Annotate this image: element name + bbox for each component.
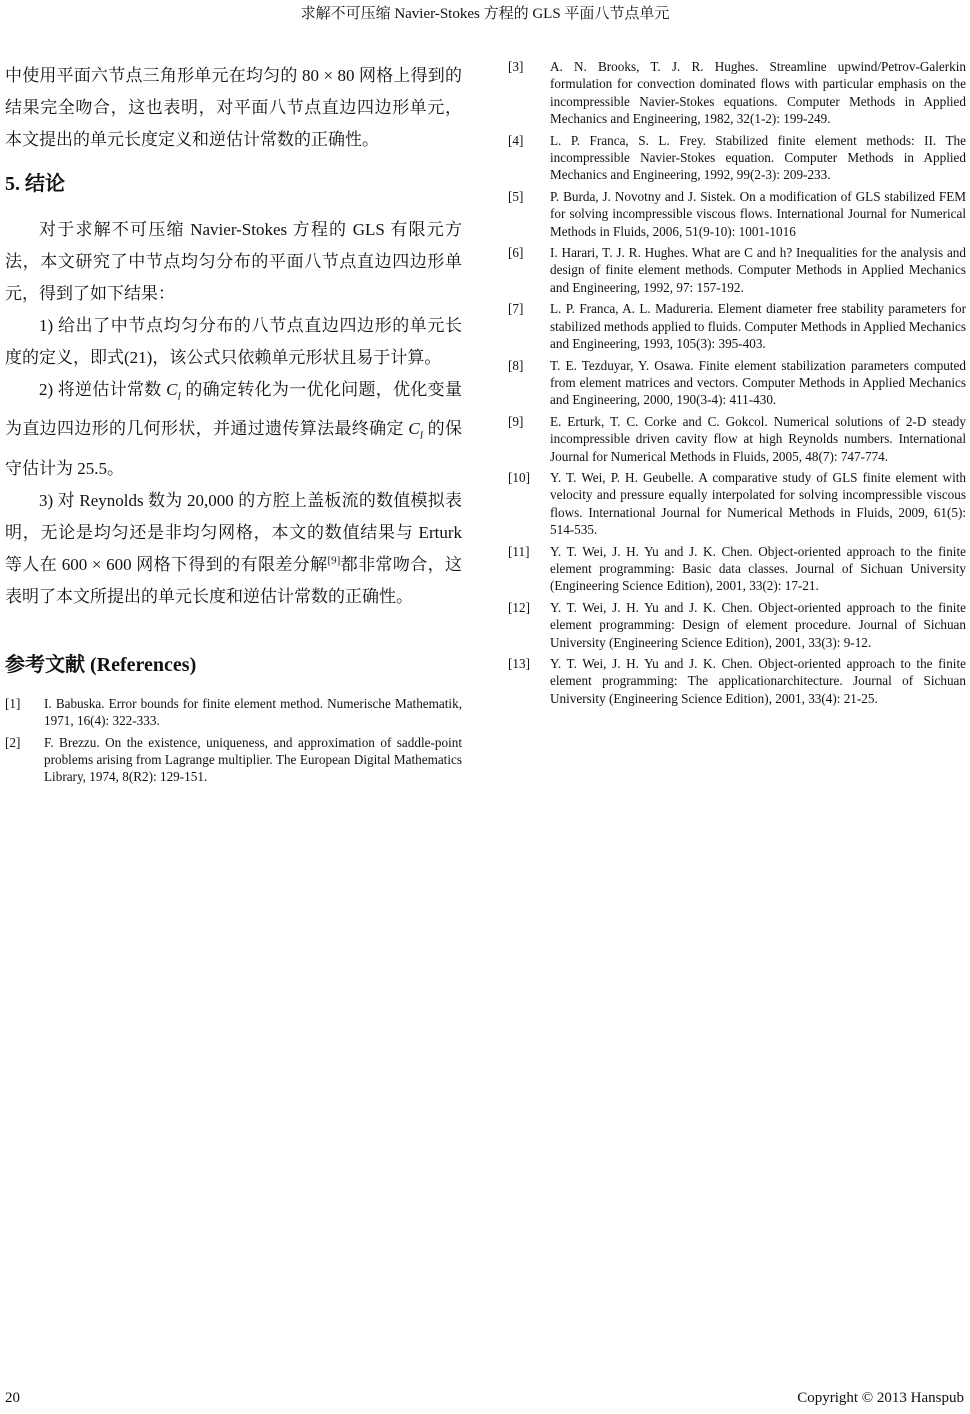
- reference-item: [5, 734, 462, 786]
- reference-item: [508, 188, 966, 240]
- reference-number: [5]: [508, 188, 524, 204]
- reference-item: [508, 58, 966, 128]
- left-column: [5, 60, 462, 790]
- ci-symbol: [408, 419, 424, 442]
- reference-text: Y. T. Wei, J. H. Yu and J. K. Chen. Object-oriented approach to the finite element programming: The applicationarchitecture. Journal of Sichuan University (Engineering Science Edition), 2001, 33(4): 21-25.: [550, 656, 966, 706]
- item2-text-c: 的保守估计为 25.5。: [5, 419, 463, 478]
- reference-item: [508, 543, 966, 595]
- reference-item: [508, 469, 966, 539]
- paragraph-continued: 中使用平面六节点三角形单元在均匀的 80 × 80 网格上得到的结果完全吻合，这也表明，对平面八节点直边四边形单元，本文提出的单元长度定义和逆估计常数的正确性。: [5, 66, 462, 149]
- reference-list-right: [508, 58, 966, 707]
- conclusion-item-2: [5, 374, 462, 485]
- reference-item: [508, 413, 966, 465]
- reference-text: F. Brezzu. On the existence, uniqueness, and approximation of saddle-point problems arising from Lagrange multiplier. The European Digital Mathematics Library, 1974, 8(R2): 129-151.: [44, 734, 462, 785]
- reference-list-left: [5, 695, 462, 786]
- reference-text: P. Burda, J. Novotny and J. Sistek. On a modification of GLS stabilized FEM for solving incompressible viscous flows. International Journal for Numerical Methods in Fluids, 2006, 51(9-10): 1001-1016: [550, 188, 966, 239]
- reference-number: [7]: [508, 301, 524, 317]
- reference-number: [4]: [508, 132, 524, 148]
- reference-item: [508, 132, 966, 184]
- right-column: [508, 58, 966, 711]
- reference-item: [508, 244, 966, 296]
- reference-item: [5, 695, 462, 730]
- reference-number: [12]: [508, 599, 530, 615]
- reference-item: [508, 599, 966, 651]
- reference-text: I. Babuska. Error bounds for finite element method. Numerische Mathematik, 1971, 16(4): 322-333.: [44, 695, 462, 729]
- reference-text: Y. T. Wei, J. H. Yu and J. K. Chen. Object-oriented approach to the finite element programming: Basic data classes. Journal of Sichuan University (Engineering Science Edition), 2001, 33(2): 17-21.: [550, 543, 966, 594]
- reference-text: T. E. Tezduyar, Y. Osawa. Finite element stabilization parameters computed from element matrices and vectors. Computer Methods in Applied Mechanics and Engineering, 2000, 190(3-4): 411-430.: [550, 357, 966, 408]
- conclusion-item-3: [5, 485, 462, 613]
- reference-text: I. Harari, T. J. R. Hughes. What are C and h? Inequalities for the analysis and design of finite element methods. Computer Methods in Applied Mechanics and Engineering, 1992, 97: 157-192.: [550, 245, 966, 295]
- reference-text: Y. T. Wei, J. H. Yu and J. K. Chen. Object-oriented approach to the finite element programming: Design of element procedure. Journal of Sichuan University (Engineering Science Edition), 2001, 33(3): 9-12.: [550, 599, 966, 650]
- ci-subscript: I: [419, 430, 424, 442]
- reference-text: E. Erturk, T. C. Corke and C. Gokcol. Numerical solutions of 2-D steady incompressible driven cavity flow at high Reynolds numbers. International Journal for Numerical Methods in Fluids, 2005, 48(7): 747-774.: [550, 413, 966, 464]
- citation-9[interactable]: [9]: [327, 554, 341, 567]
- reference-number: [3]: [508, 59, 524, 74]
- reference-text: L. P. Franca, S. L. Frey. Stabilized finite element methods: II. The incompressible Navier-Stokes equation. Computer Methods in Applied Mechanics and Engineering, 1992, 99(2-3): 209-233.: [550, 132, 966, 183]
- item3-text-b: 都非常吻合，这表明了本文所提出的单元长度和逆估计常数的正确性。: [5, 554, 462, 606]
- conclusion-item-1: 1) 给出了中节点均匀分布的八节点直边四边形的单元长度的定义，即式(21)，该公式只依赖单元形状且易于计算。: [5, 316, 462, 367]
- copyright: Copyright © 2013 Hanspub: [797, 1390, 964, 1406]
- reference-number: [13]: [508, 656, 530, 671]
- reference-number: [8]: [508, 357, 524, 373]
- reference-text: L. P. Franca, A. L. Madureria. Element diameter free stability parameters for stabilized methods applied to fluids. Computer Methods in Applied Mechanics and Engineering, 1993, 105(3): 395-403.: [550, 301, 966, 352]
- reference-text: A. N. Brooks, T. J. R. Hughes. Streamline upwind/Petrov-Galerkin formulation for convection dominated flows with particular emphasis on the incompressible Navier-Stokes equations. Computer Methods in Applied Mechanics and Engineering, 1982, 32(1-2): 199-249.: [550, 59, 966, 127]
- item2-text-b: 的确定转化为一优化问题，优化变量为直边四边形的几何形状，并通过遗传算法最终确定: [5, 380, 462, 439]
- reference-number: [2]: [5, 734, 21, 750]
- item3-text-a: 3) 对 Reynolds 数为 20,000 的方腔上盖板流的数值模拟表明，无论是均匀还是非均匀网格，本文的数值结果与 Erturk 等人在 600 × 600 网格下得到的有限差分解: [5, 490, 462, 574]
- running-header: 求解不可压缩 Navier-Stokes 方程的 GLS 平面八节点单元: [300, 6, 670, 22]
- item2-text-a: 2) 将逆估计常数: [39, 380, 167, 399]
- reference-item: [508, 300, 966, 352]
- reference-number: [10]: [508, 469, 530, 485]
- ci-subscript: I: [177, 391, 181, 403]
- reference-text: Y. T. Wei, P. H. Geubelle. A comparative study of GLS finite element with velocity and pressure equally interpolated for solving incompressible viscous flows. International Journal for Numerical Methods in Fluids, 2009, 61(5): 514-535.: [550, 469, 966, 538]
- reference-number: [11]: [508, 543, 530, 559]
- reference-number: [6]: [508, 245, 524, 261]
- ci-letter: C: [408, 419, 420, 439]
- ci-symbol: [166, 380, 181, 403]
- references-heading: 参考文献 (References): [5, 653, 197, 676]
- reference-item: [508, 655, 966, 707]
- page-number: 20: [5, 1390, 20, 1406]
- reference-item: [508, 357, 966, 409]
- reference-number: [9]: [508, 413, 524, 429]
- section-heading-conclusion: 5. 结论: [5, 173, 65, 195]
- ci-letter: C: [166, 380, 178, 399]
- reference-number: [1]: [5, 695, 21, 711]
- paragraph-intro: 对于求解不可压缩 Navier-Stokes 方程的 GLS 有限元方法，本文研究了中节点均匀分布的平面八节点直边四边形单元，得到了如下结果：: [5, 220, 462, 303]
